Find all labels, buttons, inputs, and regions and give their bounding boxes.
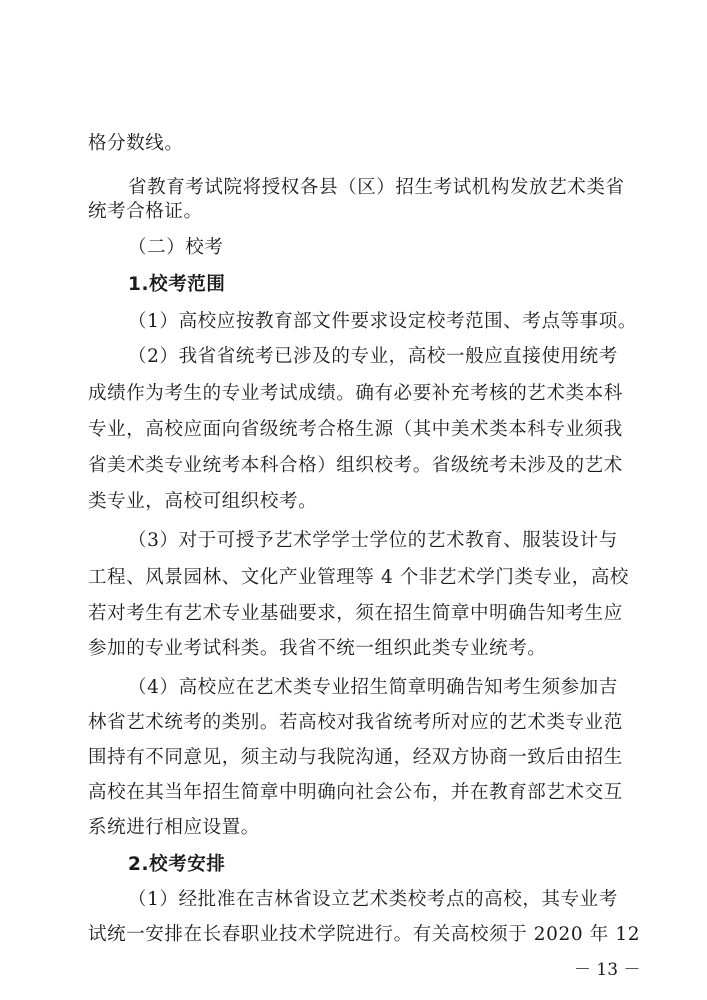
text-line: （3）对于可授予艺术学学士学位的艺术教育、服装设计与	[128, 530, 618, 551]
text-line: （1）经批准在吉林省设立艺术类校考点的高校，其专业考	[128, 889, 618, 910]
text-line: 省美术类专业统考本科合格）组织校考。省级统考未涉及的艺术	[88, 455, 623, 476]
text-line: 参加的专业考试科类。我省不统一组织此类专业统考。	[88, 638, 547, 659]
text-line: 试统一安排在长春职业技术学院进行。有关高校须于 2020 年 12	[88, 924, 641, 945]
subsection-heading: 1.校考范围	[128, 274, 226, 295]
text-line: 系统进行相应设置。	[88, 817, 260, 838]
subsection-heading: 2.校考安排	[128, 854, 226, 875]
text-line: 专业，高校应面向省级统考合格生源（其中美术类本科专业须我	[88, 419, 623, 440]
text-line: 高校在其当年招生简章中明确向社会公布，并在教育部艺术交互	[88, 782, 623, 803]
text-line: （2）我省省统考已涉及的专业，高校一般应直接使用统考	[128, 346, 618, 367]
text-line: 省教育考试院将授权各县（区）招生考试机构发放艺术类省	[128, 177, 625, 198]
text-line: （4）高校应在艺术类专业招生简章明确告知考生须参加吉	[128, 677, 618, 698]
text-line: 类专业，高校可组织校考。	[88, 491, 318, 512]
text-line: 工程、风景园林、文化产业管理等 4 个非艺术学门类专业，高校	[88, 567, 630, 588]
text-line: 围持有不同意见，须主动与我院沟通，经双方协商一致后由招生	[88, 747, 623, 768]
page-number: － 13 －	[574, 960, 641, 980]
text-line: 若对考生有艺术专业基础要求，须在招生简章中明确告知考生应	[88, 603, 623, 624]
section-heading: （二）校考	[128, 237, 224, 258]
text-line: 成绩作为考生的专业考试成绩。确有必要补充考核的艺术类本科	[88, 383, 623, 404]
text-line: 林省艺术统考的类别。若高校对我省统考所对应的艺术类专业范	[88, 712, 623, 733]
text-line: 统考合格证。	[88, 201, 203, 222]
text-line: （1）高校应按教育部文件要求设定校考范围、考点等事项。	[128, 311, 637, 332]
text-line: 格分数线。	[88, 133, 184, 154]
